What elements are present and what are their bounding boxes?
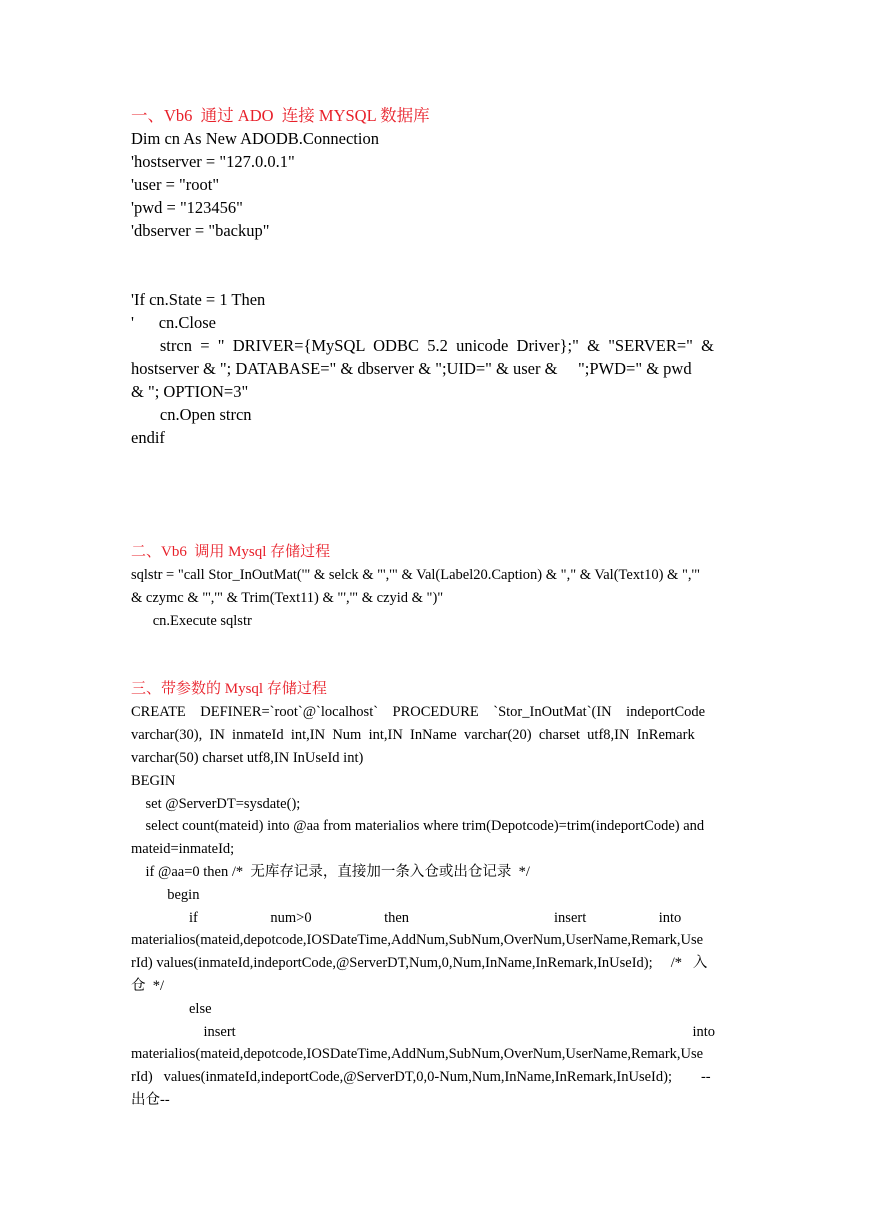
code-line: if num>0 then insert into bbox=[131, 909, 682, 926]
code-line: set @ServerDT=sysdate(); bbox=[131, 795, 301, 812]
section-3-heading: 三、带参数的 Mysql 存储过程 bbox=[131, 681, 327, 698]
code-line: varchar(30), IN inmateId int,IN Num int,IN InName varchar(20) charset utf8,IN InRemark bbox=[131, 727, 695, 744]
code-line: 'user = "root" bbox=[131, 175, 220, 194]
blank-line bbox=[131, 449, 737, 472]
code-line: materialios(mateid,depotcode,IOSDateTime,AddNum,SubNum,OverNum,UserName,Remark,Use bbox=[131, 1046, 704, 1063]
code-line: CREATE DEFINER=`root`@`localhost` PROCEDURE `Stor_InOutMat`(IN indeportCode bbox=[131, 704, 706, 721]
code-line: else bbox=[131, 1000, 212, 1017]
code-line: 出仓-- bbox=[131, 1091, 170, 1108]
blank-line bbox=[131, 632, 737, 655]
code-line: cn.Open strcn bbox=[131, 405, 252, 424]
code-line: if @aa=0 then /* 无库存记录，直接加一条入仓或出仓记录 */ bbox=[131, 863, 530, 880]
code-line: ' cn.Close bbox=[131, 313, 217, 332]
code-line: hostserver & "; DATABASE=" & dbserver & ";UID=" & user & ";PWD=" & pwd bbox=[131, 359, 692, 378]
code-line: endif bbox=[131, 428, 165, 447]
document-page bbox=[131, 104, 737, 1112]
code-line: materialios(mateid,depotcode,IOSDateTime,AddNum,SubNum,OverNum,UserName,Remark,Use bbox=[131, 932, 704, 949]
blank-line bbox=[131, 495, 737, 518]
code-line: cn.Execute sqlstr bbox=[131, 612, 252, 629]
section-2-heading: 二、Vb6 调用 Mysql 存储过程 bbox=[131, 544, 331, 560]
code-line: 'If cn.State = 1 Then bbox=[131, 290, 266, 309]
code-line: Dim cn As New ADODB.Connection bbox=[131, 129, 379, 148]
code-line: & czymc & "','" & Trim(Text11) & "','" & czyid & ")" bbox=[131, 589, 444, 606]
blank-line bbox=[131, 265, 737, 288]
blank-line bbox=[131, 655, 737, 678]
code-line: 'pwd = "123456" bbox=[131, 198, 243, 217]
code-line: 'dbserver = "backup" bbox=[131, 221, 270, 240]
blank-line bbox=[131, 518, 737, 541]
code-line: begin bbox=[131, 886, 200, 903]
code-line: BEGIN bbox=[131, 772, 176, 789]
code-line: & "; OPTION=3" bbox=[131, 382, 249, 401]
code-line: insert into bbox=[131, 1023, 716, 1040]
code-line: 仓 */ bbox=[131, 977, 165, 994]
code-line: mateid=inmateId; bbox=[131, 841, 235, 858]
blank-line bbox=[131, 472, 737, 495]
code-line: select count(mateid) into @aa from materialios where trim(Depotcode)=trim(indeportCode) and bbox=[131, 818, 705, 835]
code-line: sqlstr = "call Stor_InOutMat('" & selck & "','" & Val(Label20.Caption) & "," & Val(Text10) & ",'" bbox=[131, 567, 701, 583]
code-line: 'hostserver = "127.0.0.1" bbox=[131, 152, 295, 171]
code-line: rId) values(inmateId,indeportCode,@ServerDT,0,0-Num,Num,InName,InRemark,InUseId); -- bbox=[131, 1069, 711, 1086]
code-line: strcn = " DRIVER={MySQL ODBC 5.2 unicode Driver};" & "SERVER=" & bbox=[131, 336, 714, 355]
code-line: varchar(50) charset utf8,IN InUseId int) bbox=[131, 749, 364, 766]
section-1-heading: 一、Vb6 通过 ADO 连接 MYSQL 数据库 bbox=[131, 106, 430, 125]
blank-line bbox=[131, 242, 737, 265]
code-line: rId) values(inmateId,indeportCode,@ServerDT,Num,0,Num,InName,InRemark,InUseId); /* 入 bbox=[131, 955, 708, 972]
